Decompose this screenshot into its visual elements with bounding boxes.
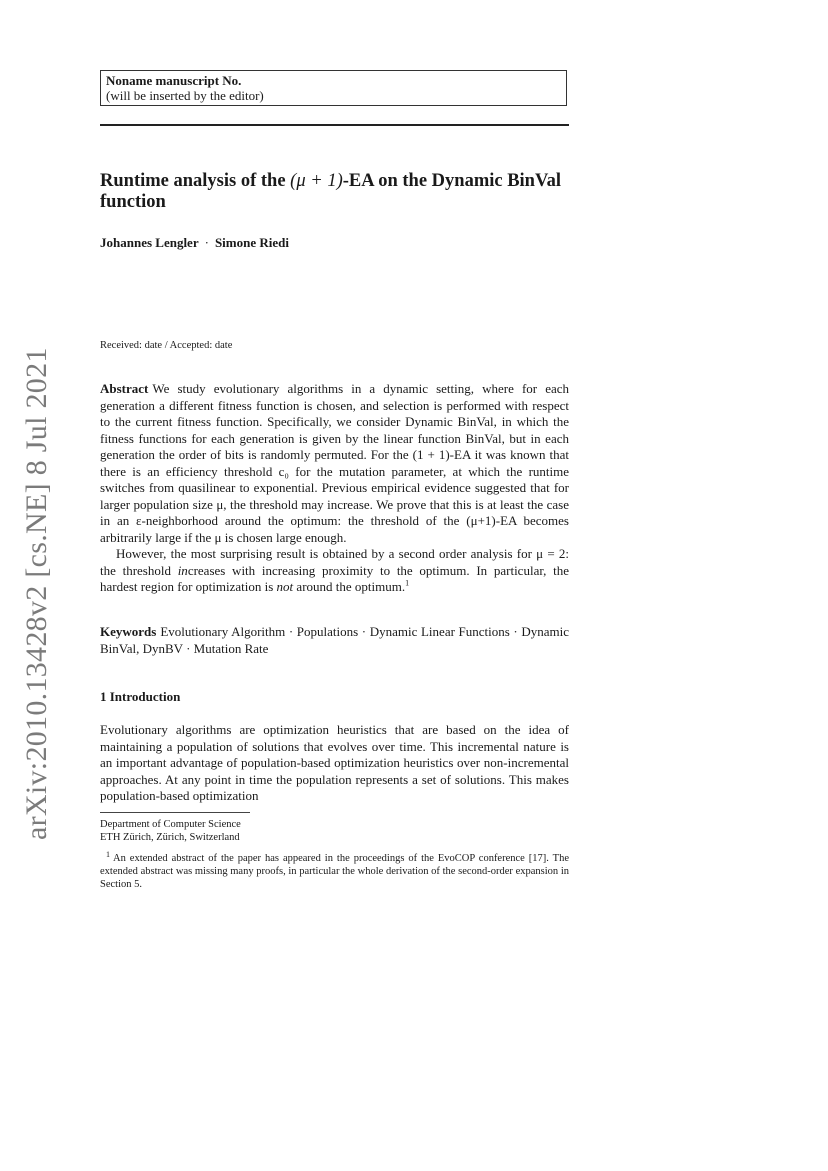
author-name: Simone Riedi [214,235,289,250]
affiliation-department: Department of Computer Science [100,819,241,830]
author-separator: · [204,235,209,250]
title-text-end: -EA on the Dynamic BinVal function [100,171,562,212]
header-rule [100,124,569,126]
abstract-text: We study evolutionary algorithms in a dynamic setting, where for each generation a different fitness function is chosen, and selection is performed with respect to the current fitness function. Specifically, we consider Dynamic BinVal, in which the fitness functions for each generation is given by the linear function BinVal, but in each generation the order of bits is randomly permuted. For the (1 + 1)-EA it was known that there is an efficiency threshold c₀ for the mutation parameter, at which the runtime switches from quasilinear to exponential. Previous empirical evidence suggested that for larger population size μ, the threshold may increase. We prove that this is at least the case in an ε-neighborhood around the optimum: the threshold of the (μ+1)-EA becomes arbitrarily large if the μ is chosen large enough. [100,381,569,545]
abstract-paragraph [100,381,569,546]
title-math: (μ + 1) [290,171,343,191]
abstract-emphasis: not [276,579,294,594]
editor-note: (will be inserted by the editor) [106,88,264,103]
footnote-mark: 1 [106,849,110,859]
abstract-label: Abstract [100,381,149,396]
abstract-paragraph [100,546,569,596]
abstract-text: creases with increasing proximity to the optimum. In particular, the hardest region for optimization is [100,562,569,594]
affiliation-institution: ETH Zürich, Zürich, Switzerland [100,832,240,843]
abstract-section [100,381,569,596]
introduction-paragraph: Evolutionary algorithms are optimization heuristics that are based on the idea of maintaining a population of solutions that evolves over time. This incremental nature is an important advantage of population-based optimization heuristics over non-incremental approaches. At any point in time the population represents a set of solutions. This makes population-based optimization [100,722,569,803]
paper-title [100,171,570,213]
keywords-label: Keywords [100,624,157,639]
abstract-emphasis: in [177,562,188,578]
footnote-reference[interactable]: 1 [405,578,410,588]
footnote-rule [100,812,250,813]
footnote [100,849,569,891]
section-heading: 1 Introduction [100,689,181,704]
footnote-text: An extended abstract of the paper has appeared in the proceedings of the EvoCOP conference [17]. The extended abstract was missing many proofs, in particular the whole derivation of the second-order expansion in Section 5. [100,853,569,890]
keywords-section [100,624,569,657]
editor-info-box [100,70,567,106]
author-list [100,235,289,251]
abstract-text: However, the most surprising result is obtained by a second order analysis for μ = 2: the threshold [100,546,569,578]
author-affiliation [100,818,241,844]
manuscript-number-label: Noname manuscript No. [106,73,242,88]
title-text-start: Runtime analysis of the [100,171,291,191]
received-date: Received: date / Accepted: date [100,340,233,351]
keywords-text: Evolutionary Algorithm · Populations · Dynamic Linear Functions · Dynamic BinVal, DynBV · Mutation Rate [100,624,569,656]
abstract-text: around the optimum. [293,579,406,594]
author-name: Johannes Lengler [100,235,199,250]
arxiv-identifier-stamp: arXiv:2010.13428v2 [cs.NE] 8 Jul 2021 [20,347,53,840]
